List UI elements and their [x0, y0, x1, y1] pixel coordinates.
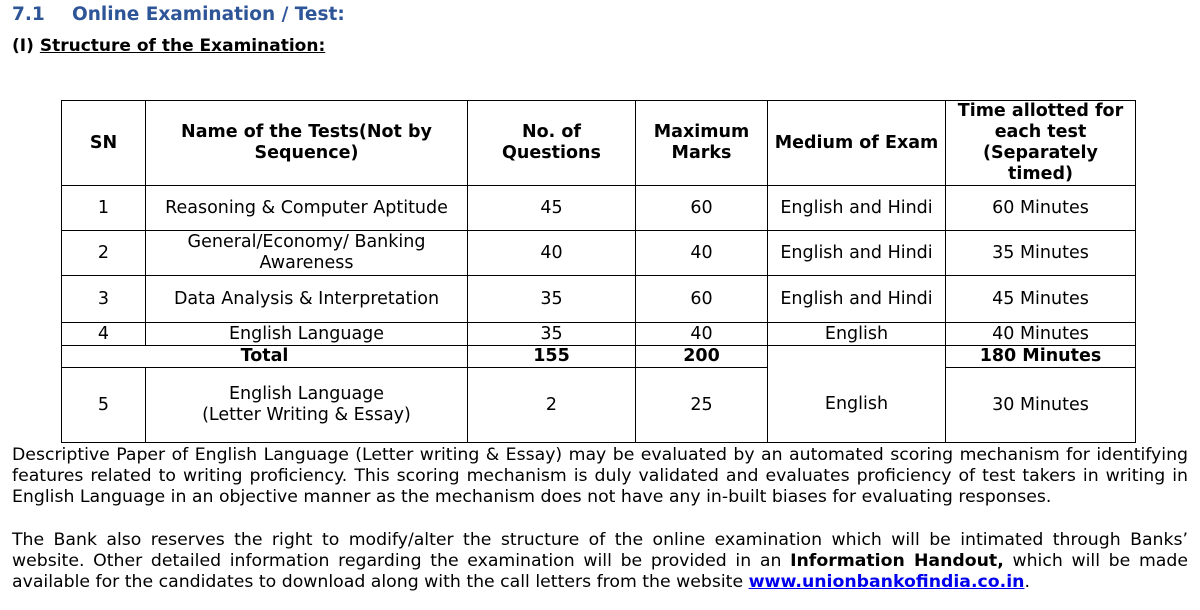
total-row: [62, 346, 1136, 368]
notice-text-start: The Bank also reserves the right to modify/alter the structure of the online examination which will be intimated through Banks’ website. Other detailed information regarding the examination will be provided in an: [12, 530, 1188, 571]
notice-text-middle: which will be made available for the candidates to download along with the call letters from the website: [12, 551, 1188, 592]
cell-time: 45 Minutes: [946, 276, 1136, 323]
total-medium: [768, 346, 946, 368]
cell-sn: 1: [62, 186, 146, 231]
cell-medium: English: [768, 368, 946, 443]
cell-questions: 35: [468, 323, 636, 346]
cell-medium: English and Hindi: [768, 276, 946, 323]
cell-time: 60 Minutes: [946, 186, 1136, 231]
cell-sn: 4: [62, 323, 146, 346]
header-medium: Medium of Exam: [768, 101, 946, 186]
cell-time: 40 Minutes: [946, 323, 1136, 346]
subheading: [12, 36, 325, 56]
descriptive-note-paragraph: Descriptive Paper of English Language (Letter writing & Essay) may be evaluated by an automated scoring mechanism for identifying features related to writing proficiency. This scoring mechanism is duly validated and evaluates proficiency of test takers in writing in English Language in an objective manner as the mechanism does not have any in-built biases for evaluating responses.: [12, 445, 1188, 507]
table-row: [62, 231, 1136, 276]
subheading-marker: (I): [12, 36, 34, 56]
notice-text-end: .: [1024, 572, 1030, 592]
cell-marks: 25: [636, 368, 768, 443]
header-time: Time allotted for each test (Separately timed): [946, 101, 1136, 186]
test-name-line2: (Letter Writing & Essay): [202, 405, 411, 425]
cell-questions: 45: [468, 186, 636, 231]
cell-medium: English and Hindi: [768, 231, 946, 276]
subheading-text: Structure of the Examination:: [39, 36, 326, 56]
cell-test-name: Data Analysis & Interpretation: [146, 276, 468, 323]
header-marks: Maximum Marks: [636, 101, 768, 186]
total-label: Total: [62, 346, 468, 368]
cell-questions: 35: [468, 276, 636, 323]
section-heading: [12, 4, 345, 25]
information-handout-text: Information Handout,: [790, 551, 1004, 571]
cell-medium: English and Hindi: [768, 186, 946, 231]
table-row: [62, 276, 1136, 323]
cell-marks: 60: [636, 276, 768, 323]
cell-sn: 2: [62, 231, 146, 276]
website-link[interactable]: www.unionbankofindia.co.in: [748, 572, 1025, 592]
table-header-row: [62, 101, 1136, 186]
cell-marks: 60: [636, 186, 768, 231]
exam-structure-table: [61, 100, 1136, 443]
cell-sn: 3: [62, 276, 146, 323]
cell-test-name: English Language: [146, 323, 468, 346]
structure-notice-paragraph: [12, 530, 1188, 593]
cell-time: 35 Minutes: [946, 231, 1136, 276]
section-title: Online Examination / Test:: [72, 4, 345, 25]
cell-marks: 40: [636, 231, 768, 276]
section-number: 7.1: [12, 4, 45, 25]
total-questions: 155: [468, 346, 636, 368]
cell-questions: 40: [468, 231, 636, 276]
cell-medium: English: [768, 323, 946, 346]
descriptive-row: [62, 368, 1136, 443]
cell-time: 30 Minutes: [946, 368, 1136, 443]
total-time: 180 Minutes: [946, 346, 1136, 368]
cell-questions: 2: [468, 368, 636, 443]
table-row: [62, 323, 1136, 346]
header-questions: No. of Questions: [468, 101, 636, 186]
table-row: [62, 186, 1136, 231]
cell-test-name: [146, 368, 468, 443]
header-test-name: Name of the Tests(Not by Sequence): [146, 101, 468, 186]
total-marks: 200: [636, 346, 768, 368]
cell-sn: 5: [62, 368, 146, 443]
test-name-line1: English Language: [228, 384, 385, 404]
cell-marks: 40: [636, 323, 768, 346]
cell-test-name: General/Economy/ Banking Awareness: [146, 231, 468, 276]
header-sn: SN: [62, 101, 146, 186]
cell-test-name: Reasoning & Computer Aptitude: [146, 186, 468, 231]
